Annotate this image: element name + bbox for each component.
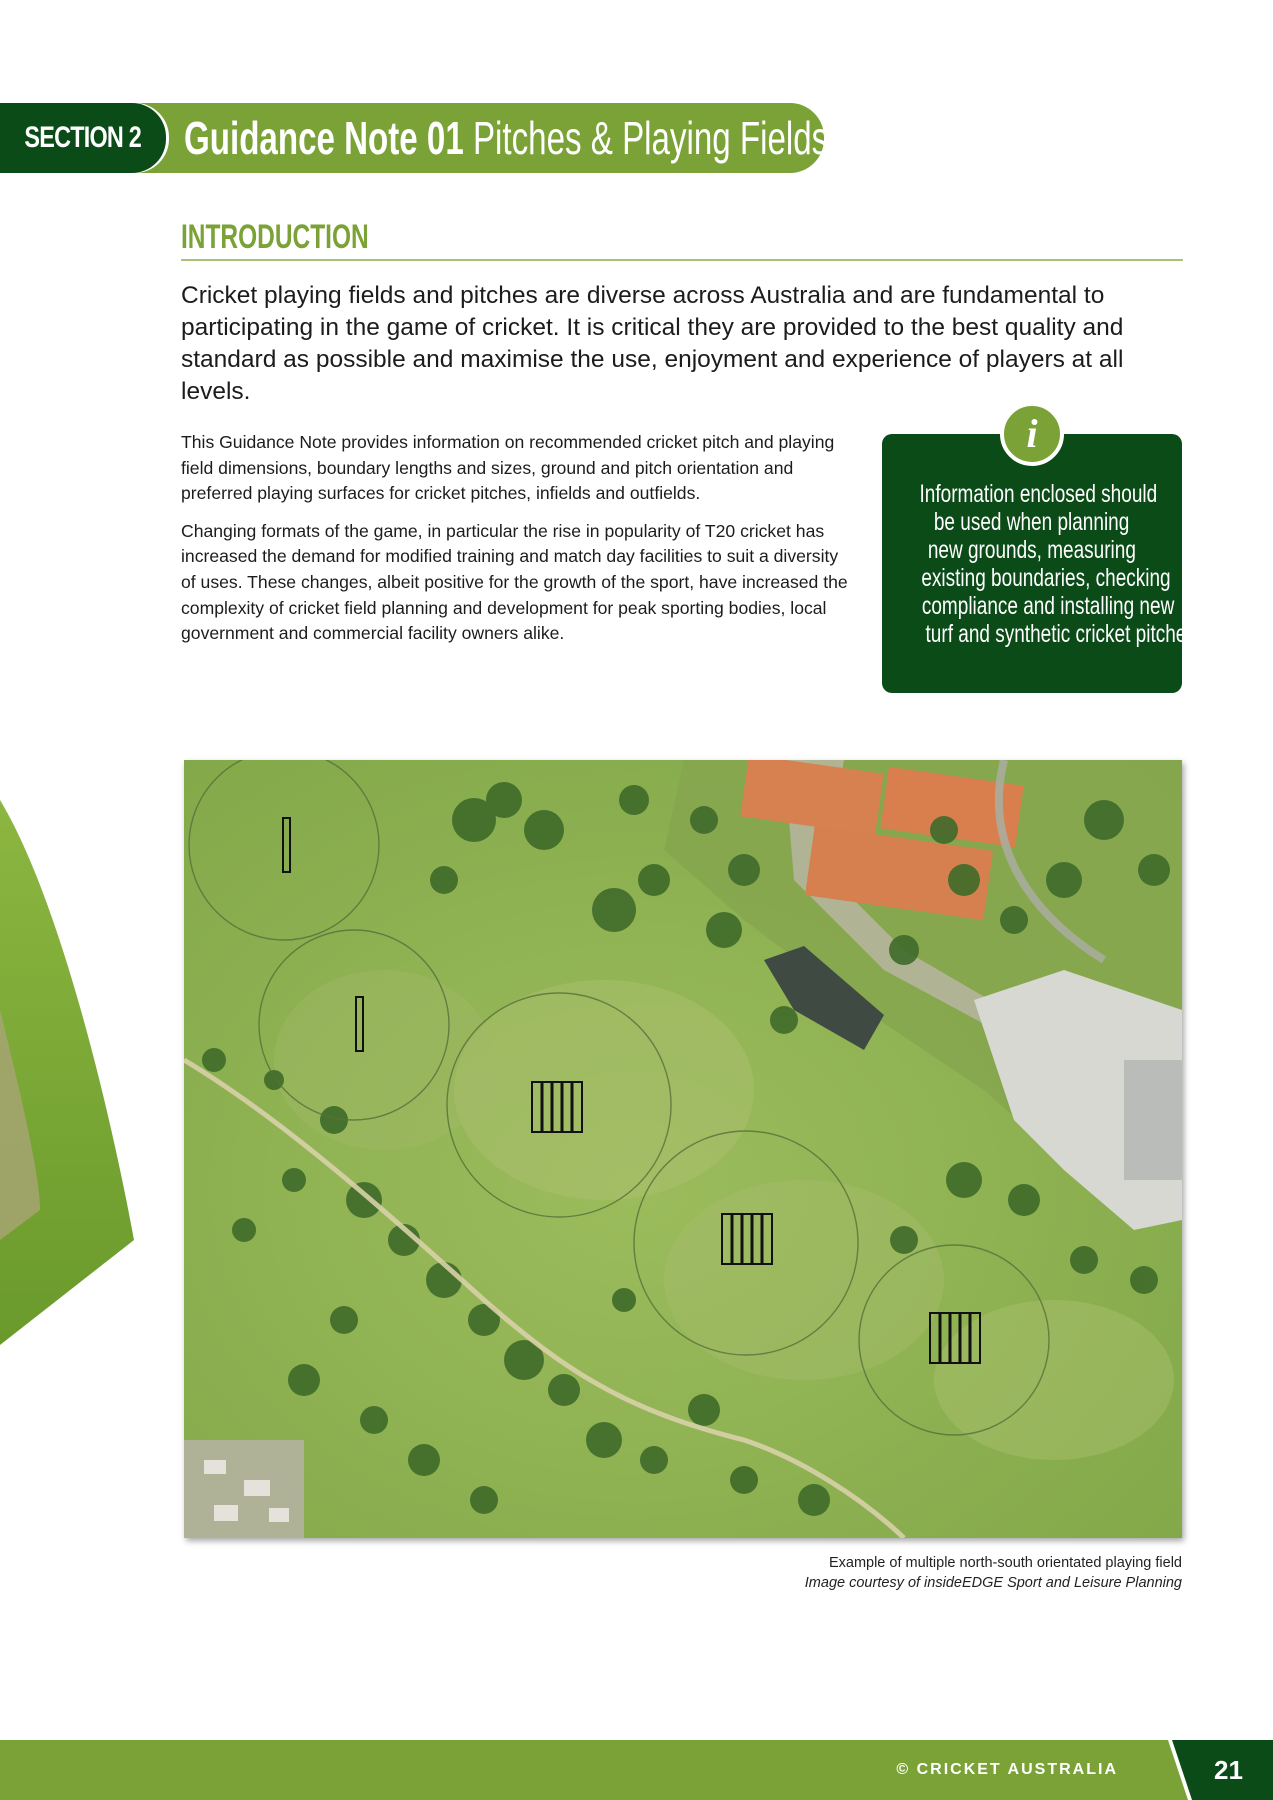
info-callout-text xyxy=(882,480,1202,648)
lead-paragraph: Cricket playing fields and pitches are diverse across Australia and are fundamental to participating in the game of cricket. It is critical they are provided to the best quality and standard as possible and maximise the use, enjoyment and experience of players at all levels. xyxy=(181,282,1124,405)
decorative-swoosh xyxy=(0,780,140,1350)
title-bold: Guidance Note 01 xyxy=(184,112,464,164)
body-paragraph: Changing formats of the game, in particular the rise in popularity of T20 cricket has increased the demand for modified training and match day facilities to suit a diversity of uses. These changes, albeit positive for the growth of the sport, have increased the complexity of cricket field planning and development for peak sporting bodies, local government and commercial facility owners alike. xyxy=(181,520,848,644)
info-line: existing boundaries, checking xyxy=(921,564,1171,592)
page-number: 21 xyxy=(1214,1755,1243,1785)
caption-text: Example of multiple north-south orientated playing field xyxy=(828,1555,1182,1571)
info-icon: i xyxy=(1000,402,1064,466)
page-title xyxy=(184,103,828,173)
info-line: compliance and installing new xyxy=(921,592,1175,620)
intro-heading: INTRODUCTION xyxy=(181,218,369,256)
footer-copyright: © CRICKET AUSTRALIA xyxy=(896,1761,1118,1778)
section-label: SECTION 2 xyxy=(24,121,142,154)
info-line: new grounds, measuring xyxy=(927,536,1137,564)
aerial-photo xyxy=(184,760,1182,1538)
body-text xyxy=(181,430,853,659)
section-label-tab xyxy=(0,103,166,173)
caption-credit: Image courtesy of insideEDGE Sport and Leisure Planning xyxy=(804,1575,1182,1591)
info-line: be used when planning xyxy=(934,508,1130,536)
heading-divider xyxy=(181,259,1183,261)
title-rest: Pitches & Playing Fields xyxy=(463,112,829,164)
info-line: Information enclosed should xyxy=(919,480,1158,508)
figure-caption xyxy=(805,1553,1182,1593)
info-line: turf and synthetic cricket pitches. xyxy=(925,620,1202,648)
body-paragraph: This Guidance Note provides information on recommended cricket pitch and playing field dimensions, boundary lengths and sizes, ground and pitch orientation and preferred playing surfaces for cricket pitches, infields and outfields. xyxy=(181,432,835,504)
